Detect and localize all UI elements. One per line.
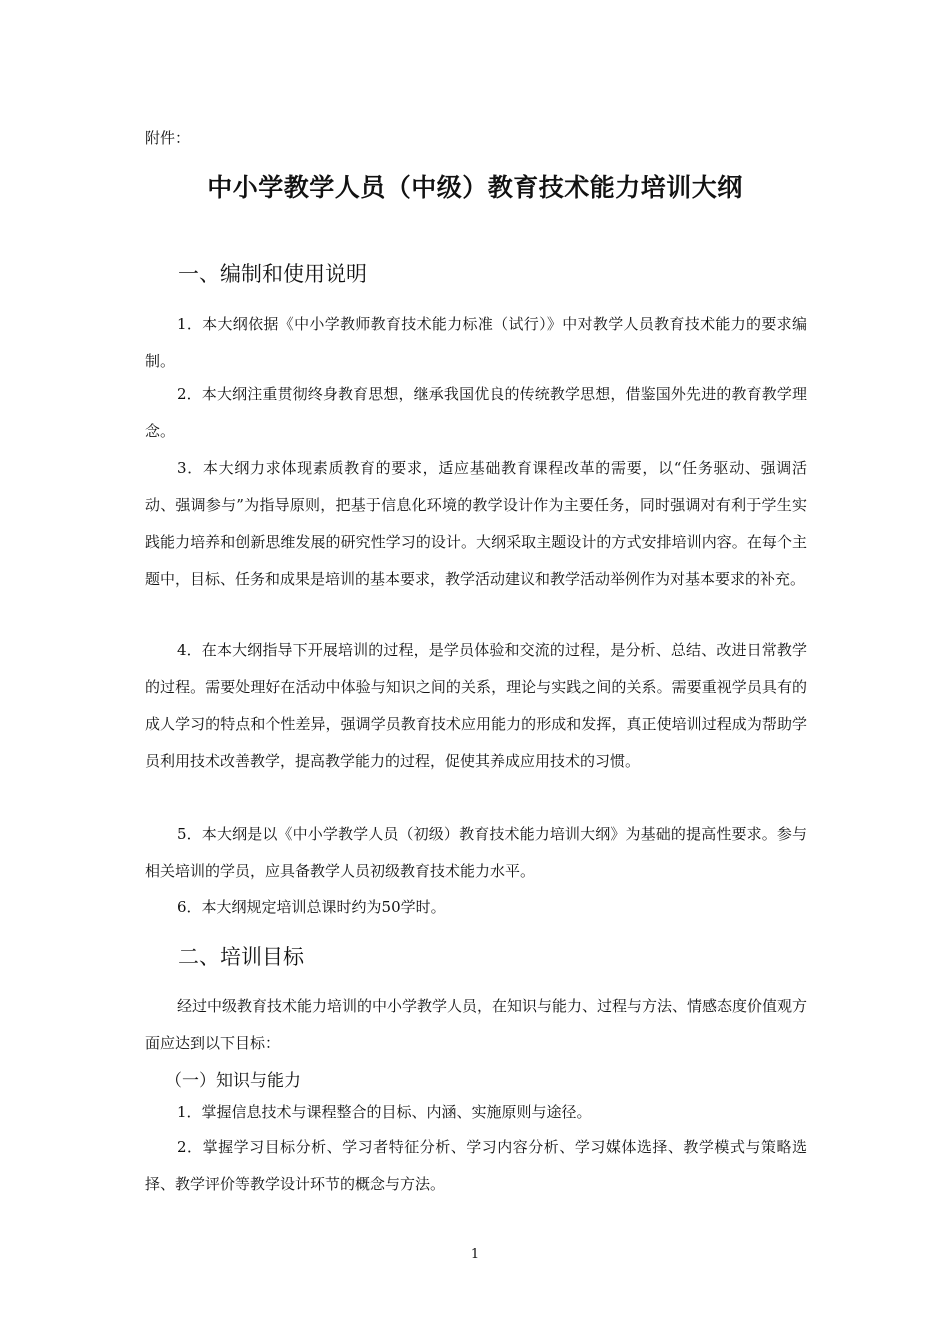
paragraph-1-6: 6．本大纲规定培训总课时约为50学时。 [177, 898, 446, 916]
paragraph-2-1: 1．掌握信息技术与课程整合的目标、内涵、实施原则与途径。 [177, 1103, 592, 1121]
paragraph-1-1: 1．本大纲依据《中小学教师教育技术能力标准（试行）》中对教学人员教育技术能力的要求编制。 [145, 315, 807, 370]
attachment-label: 附件： [145, 129, 191, 147]
paragraph-2-intro: 经过中级教育技术能力培训的中小学教学人员，在知识与能力、过程与方法、情感态度价值观方面应达到以下目标： [145, 997, 808, 1052]
paragraph-1-4: 4．在本大纲指导下开展培训的过程，是学员体验和交流的过程，是分析、总结、改进日常教学的过程。需要处理好在活动中体验与知识之间的关系，理论与实践之间的关系。需要重视学员具有的成人学习的特点和个性差异，强调学员教育技术应用能力的形成和发挥，真正使培训过程成为帮助学员利用技术改善教学，提高教学能力的过程，促使其养成应用技术的习惯。 [145, 641, 807, 770]
paragraph-2-2: 2．掌握学习目标分析、学习者特征分析、学习内容分析、学习媒体选择、教学模式与策略选择、教学评价等教学设计环节的概念与方法。 [145, 1138, 807, 1193]
paragraph-1-3: 3．本大纲力求体现素质教育的要求，适应基础教育课程改革的需要，以“任务驱动、强调活动、强调参与”为指导原则，把基于信息化环境的教学设计作为主要任务，同时强调对有利于学生实践能力培养和创新思维发展的研究性学习的设计。大纲采取主题设计的方式安排培训内容。在每个主题中，目标、任务和成果是培训的基本要求，教学活动建议和教学活动举例作为对基本要求的补充。 [145, 459, 807, 588]
subheading-knowledge-ability: （一）知识与能力 [165, 1071, 301, 1091]
document-title: 中小学教学人员（中级）教育技术能力培训大纲 [207, 173, 743, 202]
section-heading-1: 一、编制和使用说明 [178, 262, 367, 286]
section-heading-2: 二、培训目标 [178, 945, 304, 969]
paragraph-1-2: 2．本大纲注重贯彻终身教育思想，继承我国优良的传统教学思想，借鉴国外先进的教育教学理念。 [145, 385, 807, 440]
paragraph-1-5: 5．本大纲是以《中小学教学人员（初级）教育技术能力培训大纲》为基础的提高性要求。参与相关培训的学员，应具备教学人员初级教育技术能力水平。 [145, 825, 807, 880]
page-number: 1 [470, 1247, 480, 1262]
